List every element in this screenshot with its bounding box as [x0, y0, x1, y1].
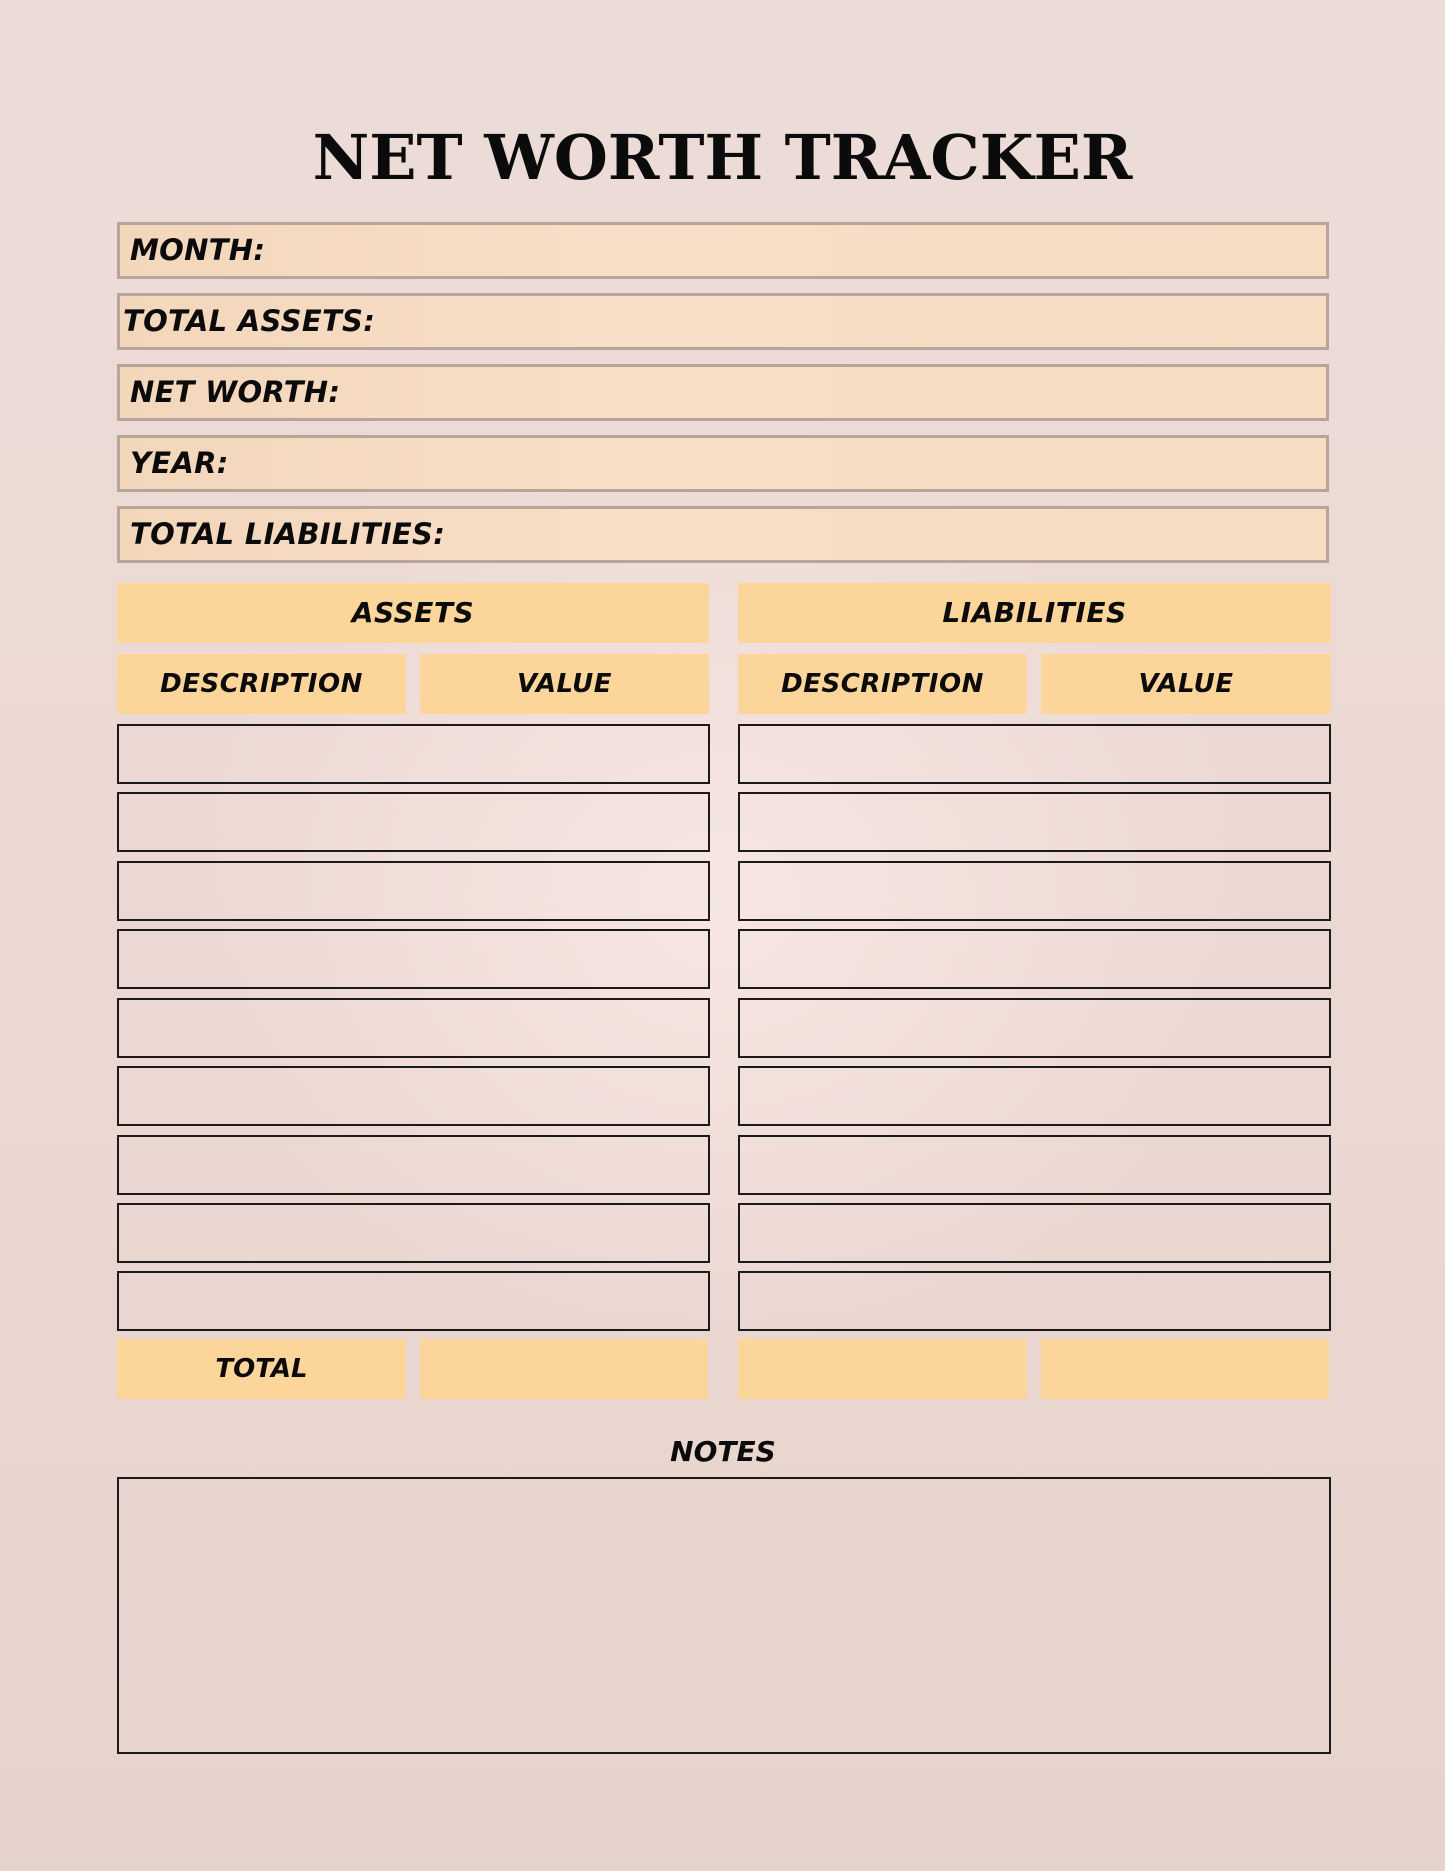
- assets-row[interactable]: [117, 998, 710, 1058]
- assets-row[interactable]: [117, 724, 710, 784]
- assets-total-label: TOTAL: [117, 1339, 406, 1399]
- liabilities-row[interactable]: [738, 1066, 1331, 1126]
- liabilities-heading: LIABILITIES: [738, 583, 1331, 643]
- month-field[interactable]: [117, 222, 1329, 279]
- liabilities-row[interactable]: [738, 1203, 1331, 1263]
- month-label: MONTH:: [130, 233, 266, 267]
- assets-row[interactable]: [117, 861, 710, 921]
- page-title: NET WORTH TRACKER: [312, 121, 1133, 194]
- liabilities-row[interactable]: [738, 1135, 1331, 1195]
- total-assets-label: TOTAL ASSETS:: [123, 304, 376, 338]
- total-liabilities-label: TOTAL LIABILITIES:: [130, 517, 446, 551]
- total-liabilities-field[interactable]: [117, 506, 1329, 563]
- liabilities-row[interactable]: [738, 792, 1331, 852]
- liabilities-description-header: DESCRIPTION: [738, 654, 1027, 714]
- assets-description-header: DESCRIPTION: [117, 654, 406, 714]
- liabilities-total-value[interactable]: [1041, 1339, 1329, 1399]
- liabilities-row[interactable]: [738, 724, 1331, 784]
- assets-heading: ASSETS: [117, 583, 709, 643]
- year-label: YEAR:: [130, 446, 229, 480]
- liabilities-row[interactable]: [738, 1271, 1331, 1331]
- assets-row[interactable]: [117, 929, 710, 989]
- liabilities-row[interactable]: [738, 998, 1331, 1058]
- assets-row[interactable]: [117, 1203, 710, 1263]
- liabilities-total-label-cell[interactable]: [738, 1339, 1027, 1399]
- liabilities-row[interactable]: [738, 929, 1331, 989]
- assets-total-value[interactable]: [420, 1339, 708, 1399]
- assets-row[interactable]: [117, 1271, 710, 1331]
- assets-row[interactable]: [117, 1066, 710, 1126]
- assets-row[interactable]: [117, 792, 710, 852]
- assets-value-header: VALUE: [420, 654, 709, 714]
- assets-row[interactable]: [117, 1135, 710, 1195]
- notes-label: NOTES: [670, 1435, 776, 1468]
- notes-box[interactable]: [117, 1477, 1331, 1754]
- net-worth-field[interactable]: [117, 364, 1329, 421]
- total-assets-field[interactable]: [117, 293, 1329, 350]
- liabilities-row[interactable]: [738, 861, 1331, 921]
- liabilities-value-header: VALUE: [1041, 654, 1331, 714]
- net-worth-label: NET WORTH:: [130, 375, 341, 409]
- year-field[interactable]: [117, 435, 1329, 492]
